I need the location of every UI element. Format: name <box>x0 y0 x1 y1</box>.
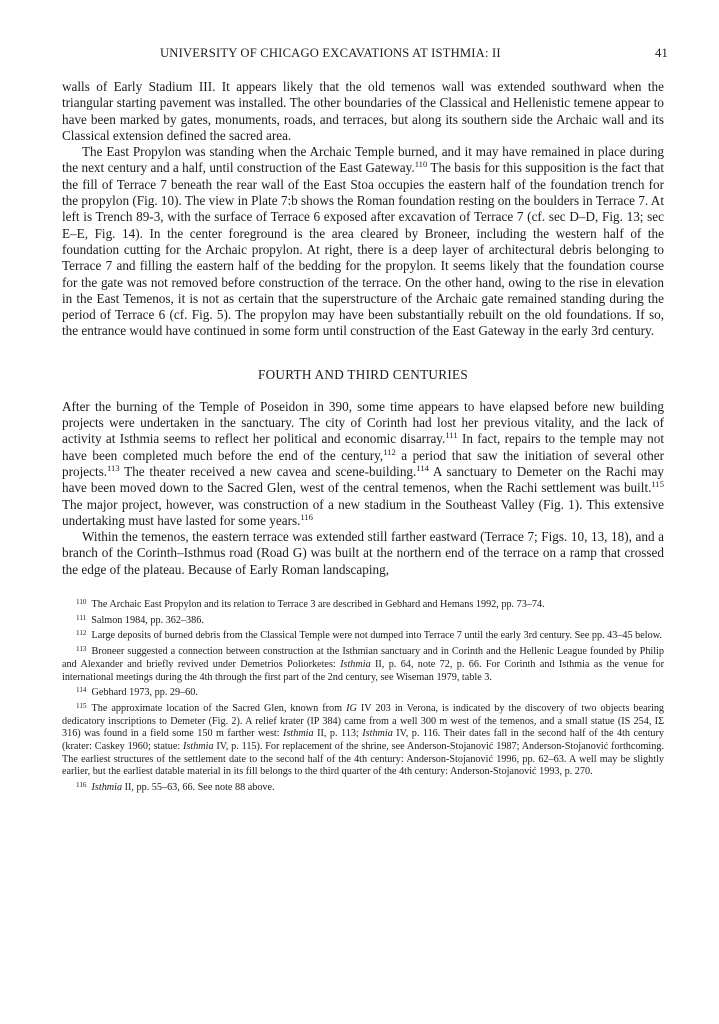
body-text-upper <box>62 79 664 340</box>
paragraph: The East Propylon was standing when the Archaic Temple burned, and it may have remained in place during the next century and a half, until construction of the East Gateway.$^{110}$ The basis for this supposition is the fact that the fill of Terrace 7 beneath the rear wall of the East Stoa occupies the eastern half of the foundation trench for the propylon (Fig. 10). The view in Plate 7:b shows the Roman foundation resting on the boulders in Terrace 7. At left is Trench 89-3, with the surface of Terrace 6 exposed after excavation of Terrace 7 (cf. sec D–D, Fig. 13; sec E–E, Fig. 14). In the center foreground is the area cleared by Broneer, including the western half of the foundation cutting for the Archaic propylon. At right, there is a deep layer of architectural debris belonging to Terrace 7 and filling the eastern half of the bedding for the propylon. It seems likely that the foundation course for the gate was not removed before construction of the terrace. On the other hand, owing to the rise in elevation in the East Temenos, it is not as certain that the superstructure of the Archaic gate remained standing during the period of Terrace 6 (cf. Fig. 5). The propylon may have been substantially rebuilt on the old foundations. If so, the entrance would have continued in some form until construction of the East Gateway in the early 3rd century. <box>62 144 664 339</box>
italic-text: Isthmia <box>283 728 314 740</box>
footnote-ref: 116 <box>300 511 313 522</box>
footnote-ref: 111 <box>445 430 458 441</box>
footnote: $^{114}$ Gebhard 1973, pp. 29–60. <box>76 686 198 699</box>
running-head: UNIVERSITY OF CHICAGO EXCAVATIONS AT ISTHMIA: II <box>160 46 501 60</box>
document-page <box>62 46 668 795</box>
paragraph: walls of Early Stadium III. It appears likely that the old temenos wall was extended southward when the triangular starting pavement was installed. The other boundaries of the Classical and Hellenistic temene appear to have been marked by gates, monuments, roads, and terraces, but along its southern side the Archaic wall and its Classical extension defined the sacred area. <box>62 79 664 143</box>
paragraph: Within the temenos, the eastern terrace was extended still farther eastward (Terrace 7; Figs. 10, 13, 18), and a branch of the Corinth–Isthmus road (Road G) was built at the northern end of the terrace on a ramp that crossed the edge of the plateau. Because of Early Roman landscaping, <box>62 529 664 577</box>
body-text-lower <box>62 399 664 578</box>
italic-text: Isthmia <box>340 658 371 670</box>
section-heading: FOURTH AND THIRD CENTURIES <box>257 366 469 382</box>
footnote: $^{115}$ The approximate location of the Sacred Glen, known from IG IV 203 in Verona, is indicated by the discovery of two objects bearing dedicatory inscriptions to Demeter (Fig. 2). A relief krater (IP 384) came from a well 300 m west of the temenos, and a small statue (IS 254, IΣ 316) was found in a field some 150 m farther west: Isthmia II, p. 113; Isthmia IV, p. 116. Their dates fall in the second half of the 4th century (krater: Caskey 1960; statue: Isthmia IV, p. 115). For replacement of the shrine, see Anderson-Stojanović 1987; Anderson-Stojanović forthcoming. The earliest structures of the settlement date to the second half of the 4th century: Anderson-Stojanović 1996, pp. 62–63. A well may be slightly earlier, but the earliest datable material in its fill belongs to the third quarter of the 4th century: Anderson-Stojanović 1993, p. 270. <box>62 701 665 778</box>
italic-text: Isthmia <box>91 782 123 794</box>
footnote-ref: 110 <box>414 159 428 170</box>
footnote: $^{110}$ The Archaic East Propylon and its relation to Terrace 3 are described in Gebhard and Hemans 1992, pp. 73–74. <box>76 598 545 611</box>
italic-text: IG <box>346 702 357 714</box>
footnote-ref: 113 <box>107 462 120 473</box>
footnote-ref: 112 <box>383 446 396 457</box>
footnote-ref: 114 <box>416 462 429 473</box>
footnote-number: 115 <box>76 701 87 710</box>
italic-text: Isthmia <box>362 728 393 740</box>
footnote-number: 113 <box>76 645 87 654</box>
footnote: $^{116}$ Isthmia II, pp. 55–63, 66. See note 88 above. <box>76 781 275 794</box>
page-header <box>62 46 668 66</box>
paragraph: After the burning of the Temple of Poseidon in 390, some time appears to have elapsed before new building projects were undertaken in the sanctuary. The city of Corinth had lost her previous vitality, and the lack of activity at Isthmia seems to reflect her political and economic disarray.$^{111}$ In fact, repairs to the temple may not have been completed much before the end of the century,$^{112}$ a period that saw the initiation of several other projects.$^{113}$ The theater received a new cavea and scene-building.$^{114}$ A sanctuary to Demeter on the Rachi may have been moved down to the Sacred Glen, west of the central temenos, when the Rachi settlement was built.$^{115}$ The major project, however, was construction of a new stadium in the Southeast Valley (Fig. 1). This extensive undertaking must have lasted for some years.$^{116}$ <box>62 398 665 528</box>
footnote: $^{113}$ Broneer suggested a connection between construction at the Isthmian sanctuary and in Corinth and the Hellenic League founded by Philip and Alexander and briefly revived under Demetrios Poliorketes: Isthmia II, p. 64, note 72, p. 66. For Corinth and Isthmia as the venue for international meetings during the 4th through the first part of the 2nd century, see Wiseman 1979, table 3. <box>62 645 664 683</box>
footnote-ref: 115 <box>651 479 664 490</box>
page-number: 41 <box>655 46 668 60</box>
footnote-number: 114 <box>76 686 87 695</box>
footnotes <box>62 596 664 795</box>
footnote-number: 110 <box>76 598 87 607</box>
footnote: $^{112}$ Large deposits of burned debris from the Classical Temple were not dumped into Terrace 7 until the early 3rd century. See pp. 43–45 below. <box>76 629 662 642</box>
footnote-number: 116 <box>76 781 87 790</box>
footnote: $^{111}$ Salmon 1984, pp. 362–386. <box>76 613 204 626</box>
footnote-number: 111 <box>76 613 87 622</box>
footnote-number: 112 <box>76 629 87 638</box>
italic-text: Isthmia <box>183 741 214 753</box>
